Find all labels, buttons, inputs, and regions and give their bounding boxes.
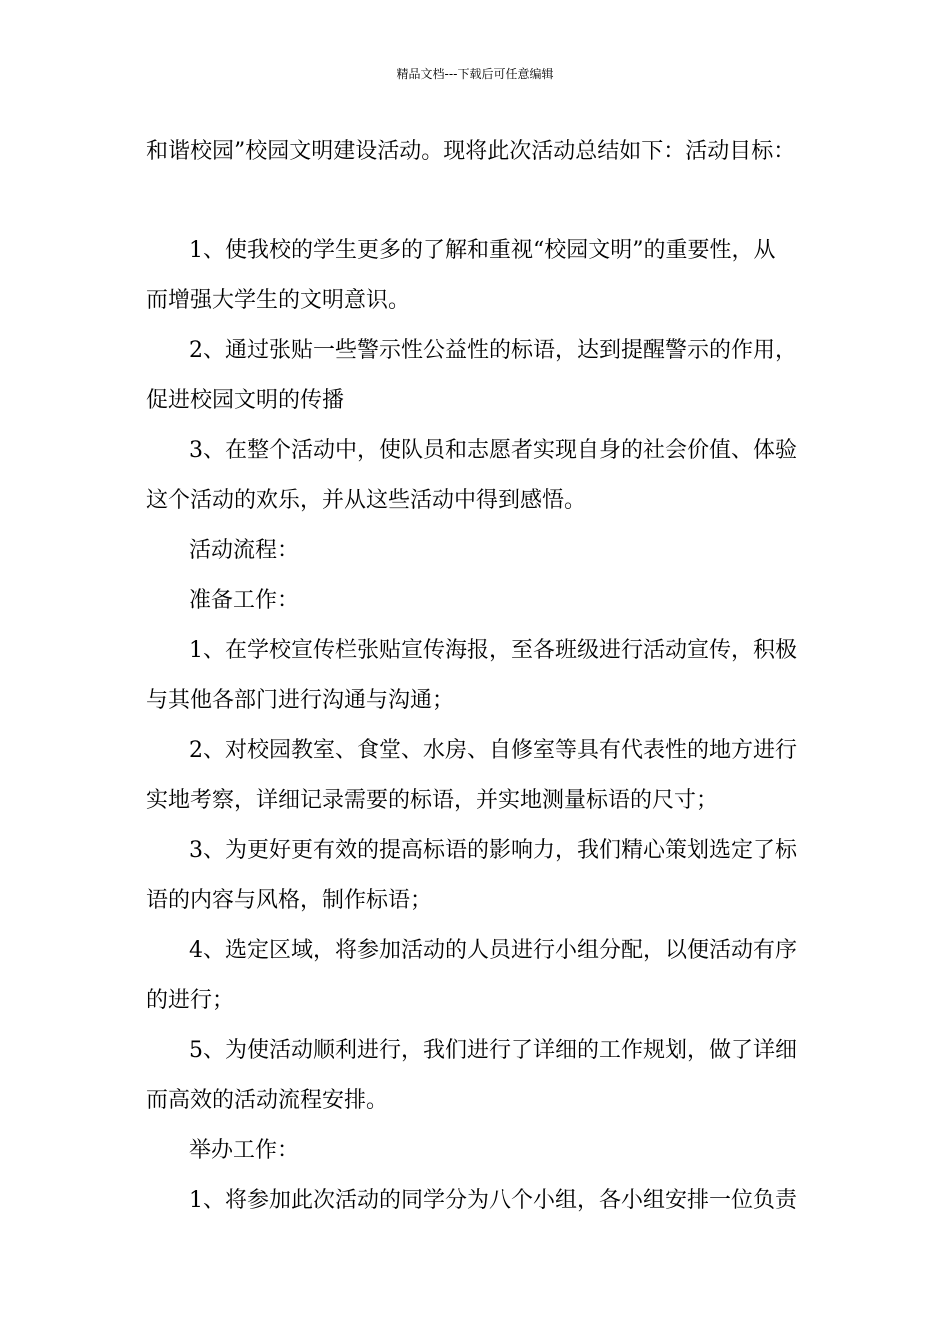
text-line: 与其他各部门进行沟通与沟通； bbox=[146, 688, 455, 713]
text-line: 的进行； bbox=[146, 988, 235, 1013]
text-line: 2、对校园教室、食堂、水房、自修室等具有代表性的地方进行 bbox=[189, 738, 797, 763]
text-line: 促进校园文明的传播 bbox=[146, 388, 345, 413]
page-header: 精品文档---下载后可任意编辑 bbox=[396, 67, 554, 81]
section-heading: 举办工作： bbox=[189, 1138, 300, 1163]
text-line: 1、使我校的学生更多的了解和重视“校园文明”的重要性，从 bbox=[189, 238, 776, 263]
text-line: 4、选定区域，将参加活动的人员进行小组分配，以便活动有序 bbox=[189, 938, 797, 963]
section-heading: 准备工作： bbox=[189, 588, 300, 613]
text-line: 5、为使活动顺利进行，我们进行了详细的工作规划，做了详细 bbox=[189, 1038, 797, 1063]
section-heading: 活动流程： bbox=[189, 538, 300, 563]
text-line: 而高效的活动流程安排。 bbox=[146, 1088, 389, 1113]
text-line: 2、通过张贴一些警示性公益性的标语，达到提醒警示的作用， bbox=[189, 338, 797, 363]
text-line: 实地考察，详细记录需要的标语，并实地测量标语的尺寸； bbox=[146, 788, 719, 813]
text-line: 1、在学校宣传栏张贴宣传海报，至各班级进行活动宣传，积极 bbox=[189, 638, 797, 663]
text-line: 而增强大学生的文明意识。 bbox=[146, 288, 411, 313]
text-line: 3、为更好更有效的提高标语的影响力，我们精心策划选定了标 bbox=[189, 838, 797, 863]
text-line: 3、在整个活动中，使队员和志愿者实现自身的社会价值、体验 bbox=[189, 438, 797, 463]
text-line: 这个活动的欢乐，并从这些活动中得到感悟。 bbox=[146, 488, 587, 513]
text-line: 和谐校园”校园文明建设活动。现将此次活动总结如下：活动目标： bbox=[146, 139, 796, 164]
text-line: 语的内容与风格，制作标语； bbox=[146, 888, 433, 913]
text-line: 1、将参加此次活动的同学分为八个小组，各小组安排一位负责 bbox=[189, 1188, 797, 1213]
